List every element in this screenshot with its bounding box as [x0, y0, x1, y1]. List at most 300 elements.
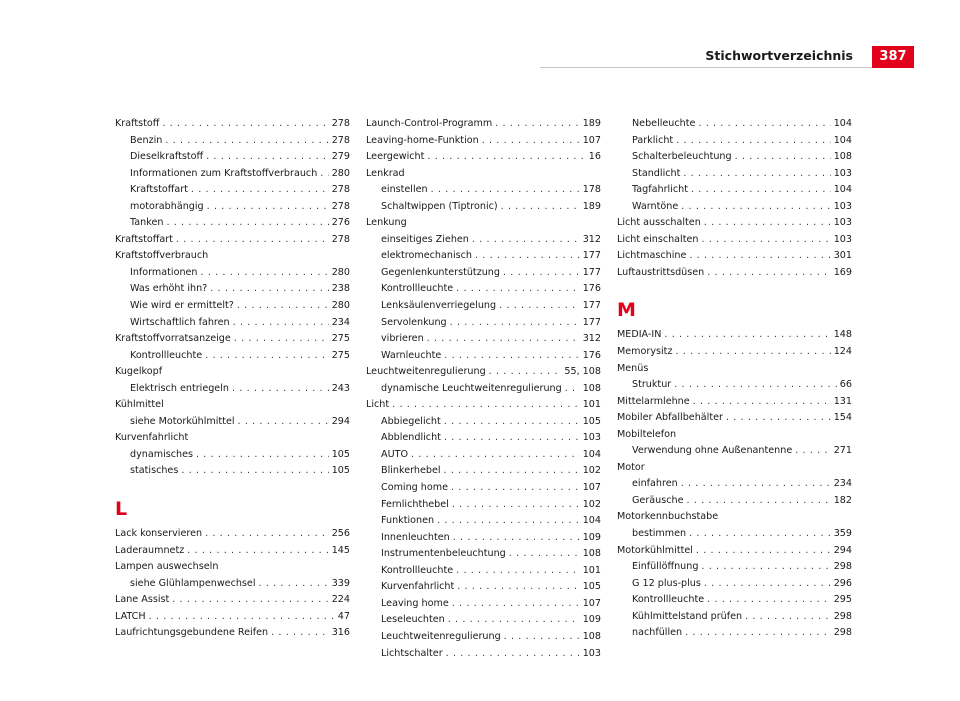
dot-leader — [207, 199, 329, 216]
entry-page: 109 — [582, 531, 601, 543]
dot-leader — [448, 612, 580, 629]
dot-leader — [205, 348, 329, 365]
entry-page: 316 — [331, 627, 350, 639]
entry-page: 47 — [337, 610, 350, 622]
index-subentry — [366, 646, 601, 663]
index-entry — [366, 397, 601, 414]
index-subentry — [366, 430, 601, 447]
entry-page: 55, 108 — [564, 366, 601, 378]
entry-term: bestimmen — [632, 528, 687, 540]
entry-term: nachfüllen — [632, 627, 683, 639]
index-subentry — [366, 596, 601, 613]
entry-term: Leseleuchten — [381, 614, 445, 626]
entry-term: Lichtschalter — [381, 647, 443, 659]
dot-leader — [685, 625, 831, 642]
entry-term: Menüs — [617, 362, 649, 374]
index-subentry — [115, 182, 350, 199]
entry-page: 103 — [582, 647, 601, 659]
index-subentry — [617, 625, 852, 642]
entry-term: Motorkühlmittel — [617, 544, 693, 556]
dot-leader — [689, 526, 831, 543]
entry-page: 107 — [582, 597, 601, 609]
page-header — [0, 46, 960, 68]
entry-page: 280 — [331, 167, 350, 179]
index-entry — [115, 248, 350, 265]
entry-page: 243 — [331, 382, 350, 394]
entry-page: 104 — [833, 134, 852, 146]
entry-term: G 12 plus-plus — [632, 577, 701, 589]
index-subentry — [366, 232, 601, 249]
index-subentry — [115, 447, 350, 464]
entry-page: 108 — [833, 151, 852, 163]
index-entry — [366, 149, 601, 166]
entry-term: Kurvenfahrlicht — [115, 432, 189, 444]
index-entry — [115, 526, 350, 543]
entry-term: motorabhängig — [130, 200, 204, 212]
entry-page: 278 — [331, 233, 350, 245]
entry-term: Abblendlicht — [381, 432, 441, 444]
entry-page: 66 — [839, 379, 852, 391]
dot-leader — [452, 596, 580, 613]
entry-page: 107 — [582, 134, 601, 146]
entry-page: 189 — [582, 118, 601, 129]
index-entry — [617, 232, 852, 249]
dot-leader — [444, 414, 580, 431]
entry-page: 295 — [833, 594, 852, 606]
dot-leader — [165, 133, 328, 150]
entry-page: 145 — [331, 544, 350, 556]
index-column-1 — [115, 116, 350, 642]
entry-term: Gegenlenkunterstützung — [381, 266, 500, 278]
dot-leader — [234, 331, 329, 348]
entry-term: Was erhöht ihn? — [130, 283, 208, 295]
index-subentry — [366, 414, 601, 431]
entry-page: 256 — [331, 528, 350, 540]
entry-term: Innenleuchten — [381, 531, 450, 543]
entry-page: 104 — [833, 184, 852, 196]
dot-leader — [232, 381, 329, 398]
dot-leader — [149, 609, 335, 626]
entry-term: Luftaustrittsdüsen — [617, 266, 705, 278]
entry-term: Wirtschaftlich fahren — [130, 316, 230, 328]
dot-leader — [191, 182, 329, 199]
entry-page: 224 — [331, 594, 350, 606]
entry-page: 312 — [582, 233, 601, 245]
entry-page: 278 — [331, 200, 350, 212]
entry-term: Lenkrad — [366, 167, 405, 179]
dot-leader — [172, 592, 328, 609]
index-entry — [115, 625, 350, 642]
dot-leader — [676, 133, 831, 150]
dot-leader — [437, 513, 580, 530]
entry-page: 103 — [582, 432, 601, 444]
index-entry — [617, 543, 852, 560]
entry-page: 108 — [582, 382, 601, 394]
dot-leader — [456, 563, 580, 580]
entry-term: Kraftstoffart — [130, 184, 188, 196]
entry-term: Tanken — [130, 217, 164, 229]
dot-leader — [489, 364, 562, 381]
index-entry — [115, 592, 350, 609]
dot-leader — [696, 543, 831, 560]
index-subentry — [115, 414, 350, 431]
entry-page: 102 — [582, 465, 601, 477]
dot-leader — [196, 447, 329, 464]
entry-page: 296 — [833, 577, 852, 589]
entry-term: Kontrollleuchte — [381, 283, 454, 295]
entry-page: 301 — [833, 250, 852, 262]
entry-term: Kurvenfahrlicht — [381, 581, 455, 593]
dot-leader — [691, 182, 831, 199]
entry-page: 16 — [588, 151, 601, 163]
entry-term: Lane Assist — [115, 594, 170, 606]
entry-page: 234 — [833, 478, 852, 490]
entry-term: Fernlichthebel — [381, 498, 449, 510]
entry-term: statisches — [130, 465, 179, 477]
entry-term: einstellen — [381, 184, 428, 196]
dot-leader — [683, 166, 830, 183]
entry-page: 104 — [582, 515, 601, 527]
entry-term: Nebelleuchte — [632, 118, 696, 129]
index-entry — [366, 215, 601, 232]
dot-leader — [745, 609, 831, 626]
entry-term: Kontrollleuchte — [632, 594, 705, 606]
entry-term: Elektrisch entriegeln — [130, 382, 229, 394]
dot-leader — [238, 414, 329, 431]
entry-page: 104 — [582, 448, 601, 460]
entry-term: Kraftstoffvorratsanzeige — [115, 333, 231, 345]
dot-leader — [698, 116, 830, 133]
entry-term: Kühlmittelstand prüfen — [632, 610, 743, 622]
index-subentry — [366, 199, 601, 216]
dot-leader — [444, 463, 580, 480]
dot-leader — [201, 265, 329, 282]
entry-term: Lampen auswechseln — [115, 561, 219, 573]
dot-leader — [206, 149, 329, 166]
entry-term: AUTO — [381, 448, 408, 460]
index-entry — [115, 397, 350, 414]
index-subentry — [366, 265, 601, 282]
dot-leader — [499, 298, 580, 315]
index-subentry — [617, 377, 852, 394]
dot-leader — [187, 543, 328, 560]
entry-term: Abbiegelicht — [381, 415, 441, 427]
entry-page: 275 — [331, 333, 350, 345]
header-title: Stichwortverzeichnis — [705, 48, 853, 63]
index-subentry — [366, 579, 601, 596]
index-subentry — [366, 281, 601, 298]
entry-page: 298 — [833, 610, 852, 622]
index-subentry — [366, 530, 601, 547]
dot-leader — [501, 199, 580, 216]
entry-page: 278 — [331, 184, 350, 196]
index-subentry — [366, 348, 601, 365]
index-entry — [366, 364, 601, 381]
entry-term: siehe Glühlampenwechsel — [130, 577, 256, 589]
entry-term: elektromechanisch — [381, 250, 472, 262]
dot-leader — [259, 576, 329, 593]
entry-term: Lenksäulenverriegelung — [381, 300, 497, 312]
dot-leader — [472, 232, 580, 249]
entry-page: 294 — [331, 415, 350, 427]
dot-leader — [453, 530, 580, 547]
index-subentry — [366, 629, 601, 646]
index-entry — [115, 116, 350, 133]
dot-leader — [205, 526, 329, 543]
index-subentry — [617, 476, 852, 493]
entry-term: Informationen zum Kraftstoffverbrauch — [130, 167, 318, 179]
index-subentry — [617, 559, 852, 576]
entry-term: vibrieren — [381, 333, 424, 345]
dot-leader — [271, 625, 329, 642]
dot-leader — [565, 381, 580, 398]
index-entry — [617, 248, 852, 265]
header-rule — [540, 67, 872, 68]
dot-leader — [411, 447, 580, 464]
entry-page: 298 — [833, 627, 852, 639]
index-entry — [115, 331, 350, 348]
index-subentry — [115, 463, 350, 480]
entry-page: 124 — [833, 346, 852, 358]
dot-leader — [726, 410, 831, 427]
entry-term: Standlicht — [632, 167, 681, 179]
index-subentry — [617, 609, 852, 626]
entry-term: Geräusche — [632, 494, 684, 506]
entry-term: Funktionen — [381, 515, 435, 527]
entry-term: Instrumentenbeleuchtung — [381, 548, 506, 560]
entry-term: Warnleuchte — [381, 349, 442, 361]
entry-term: Schalterbeleuchtung — [632, 151, 732, 163]
index-entry — [617, 394, 852, 411]
entry-page: 105 — [582, 415, 601, 427]
entry-page: 108 — [582, 548, 601, 560]
dot-leader — [795, 443, 830, 460]
entry-term: Kühlmittel — [115, 399, 164, 411]
entry-page: 101 — [582, 564, 601, 576]
dot-leader — [210, 281, 328, 298]
entry-term: Licht einschalten — [617, 233, 699, 245]
entry-term: dynamisches — [130, 448, 193, 460]
index-subentry — [115, 298, 350, 315]
index-entry — [617, 265, 852, 282]
entry-page: 238 — [331, 283, 350, 295]
dot-leader — [162, 116, 328, 133]
index-entry — [366, 116, 601, 133]
entry-page: 177 — [582, 316, 601, 328]
entry-term: Warntöne — [632, 200, 679, 212]
dot-leader — [687, 493, 831, 510]
entry-term: Parklicht — [632, 134, 674, 146]
entry-term: Lenkung — [366, 217, 407, 229]
entry-page: 275 — [331, 349, 350, 361]
entry-page: 177 — [582, 300, 601, 312]
entry-term: Memorysitz — [617, 346, 673, 358]
entry-term: Benzin — [130, 134, 163, 146]
entry-page: 176 — [582, 349, 601, 361]
entry-term: Kugelkopf — [115, 366, 163, 378]
index-subentry — [366, 563, 601, 580]
dot-leader — [181, 463, 328, 480]
index-subentry — [115, 166, 350, 183]
entry-page: 105 — [331, 448, 350, 460]
entry-term: Informationen — [130, 266, 198, 278]
index-subentry — [617, 182, 852, 199]
index-entry — [617, 361, 852, 378]
entry-page: 103 — [833, 200, 852, 212]
entry-page: 279 — [331, 151, 350, 163]
entry-page: 105 — [331, 465, 350, 477]
dot-leader — [233, 315, 329, 332]
dot-leader — [444, 348, 579, 365]
entry-page: 359 — [833, 528, 852, 540]
dot-leader — [320, 166, 328, 183]
index-subentry — [366, 513, 601, 530]
entry-term: Kraftstoff — [115, 118, 160, 129]
entry-term: Leaving home — [381, 597, 449, 609]
dot-leader — [664, 327, 830, 344]
entry-page: 178 — [582, 184, 601, 196]
index-subentry — [115, 199, 350, 216]
entry-page: 154 — [833, 412, 852, 424]
entry-term: Laufrichtungsgebundene Reifen — [115, 627, 269, 639]
index-entry — [366, 133, 601, 150]
index-entry — [617, 410, 852, 427]
entry-page: 280 — [331, 266, 350, 278]
index-subentry — [366, 331, 601, 348]
entry-term: Kraftstoffverbrauch — [115, 250, 209, 262]
index-entry — [617, 327, 852, 344]
dot-leader — [693, 394, 831, 411]
index-subentry — [617, 493, 852, 510]
entry-term: Lack konservieren — [115, 528, 203, 540]
entry-term: LATCH — [115, 610, 146, 622]
index-column-3 — [617, 116, 852, 642]
dot-leader — [681, 199, 830, 216]
dot-leader — [681, 476, 831, 493]
entry-term: Servolenkung — [381, 316, 447, 328]
index-entry — [115, 232, 350, 249]
dot-leader — [392, 397, 580, 414]
entry-term: Leaving-home-Funktion — [366, 134, 479, 146]
entry-page: 107 — [582, 482, 601, 494]
index-entry — [115, 430, 350, 447]
index-entry — [617, 460, 852, 477]
entry-page: 280 — [331, 300, 350, 312]
entry-page: 177 — [582, 266, 601, 278]
dot-leader — [427, 149, 585, 166]
entry-page: 105 — [582, 581, 601, 593]
entry-page: 104 — [833, 118, 852, 129]
entry-term: Kraftstoffart — [115, 233, 173, 245]
entry-term: einfahren — [632, 478, 678, 490]
entry-term: Leuchtweitenregulierung — [381, 630, 501, 642]
dot-leader — [451, 480, 580, 497]
entry-page: 109 — [582, 614, 601, 626]
entry-term: Leergewicht — [366, 151, 425, 163]
index-subentry — [115, 149, 350, 166]
index-subentry — [617, 199, 852, 216]
dot-leader — [475, 248, 580, 265]
entry-term: Laderaumnetz — [115, 544, 185, 556]
dot-leader — [707, 592, 831, 609]
dot-leader — [457, 579, 579, 596]
index-entry — [617, 509, 852, 526]
dot-leader — [446, 646, 580, 663]
entry-page: 278 — [331, 118, 350, 129]
index-subentry — [366, 463, 601, 480]
dot-leader — [503, 265, 580, 282]
dot-leader — [444, 430, 580, 447]
entry-term: Licht — [366, 399, 390, 411]
entry-page: 103 — [833, 217, 852, 229]
index-entry — [366, 166, 601, 183]
dot-leader — [166, 215, 328, 232]
index-subentry — [115, 133, 350, 150]
entry-term: Dieselkraftstoff — [130, 151, 204, 163]
entry-term: Verwendung ohne Außenantenne — [632, 445, 793, 457]
index-column-2 — [366, 116, 601, 662]
index-subentry — [617, 166, 852, 183]
entry-term: Motor — [617, 461, 645, 473]
entry-page: 101 — [582, 399, 601, 411]
entry-term: einseitiges Ziehen — [381, 233, 469, 245]
entry-page: 177 — [582, 250, 601, 262]
index-subentry — [115, 348, 350, 365]
dot-leader — [504, 629, 580, 646]
entry-term: Mobiler Abfallbehälter — [617, 412, 723, 424]
index-subentry — [617, 149, 852, 166]
dot-leader — [431, 182, 580, 199]
entry-term: Mittelarmlehne — [617, 395, 690, 407]
index-entry — [617, 215, 852, 232]
entry-page: 103 — [833, 167, 852, 179]
index-entry — [115, 559, 350, 576]
entry-page: 108 — [582, 630, 601, 642]
entry-term: Struktur — [632, 379, 672, 391]
section-letter: L — [115, 498, 128, 521]
dot-leader — [456, 281, 580, 298]
dot-leader — [704, 576, 831, 593]
index-subentry — [115, 315, 350, 332]
index-subentry — [366, 546, 601, 563]
dot-leader — [509, 546, 580, 563]
index-entry — [617, 344, 852, 361]
index-subentry — [366, 248, 601, 265]
entry-term: Schaltwippen (Tiptronic) — [381, 200, 498, 212]
entry-term: Kontrollleuchte — [130, 349, 203, 361]
dot-leader — [452, 497, 580, 514]
entry-page: 276 — [331, 217, 350, 229]
dot-leader — [450, 315, 580, 332]
dot-leader — [675, 344, 830, 361]
index-subentry — [366, 298, 601, 315]
entry-page: 271 — [833, 445, 852, 457]
entry-term: Coming home — [381, 482, 448, 494]
dot-leader — [176, 232, 329, 249]
dot-leader — [735, 149, 831, 166]
index-subentry — [366, 381, 601, 398]
index-subentry — [617, 592, 852, 609]
index-subentry — [366, 315, 601, 332]
entry-term: Lichtmaschine — [617, 250, 687, 262]
dot-leader — [427, 331, 580, 348]
entry-term: Wie wird er ermittelt? — [130, 300, 234, 312]
index-subentry — [366, 480, 601, 497]
entry-term: Leuchtweitenregulierung — [366, 366, 486, 378]
entry-term: siehe Motorkühlmittel — [130, 415, 235, 427]
entry-term: MEDIA-IN — [617, 329, 662, 341]
entry-page: 278 — [331, 134, 350, 146]
